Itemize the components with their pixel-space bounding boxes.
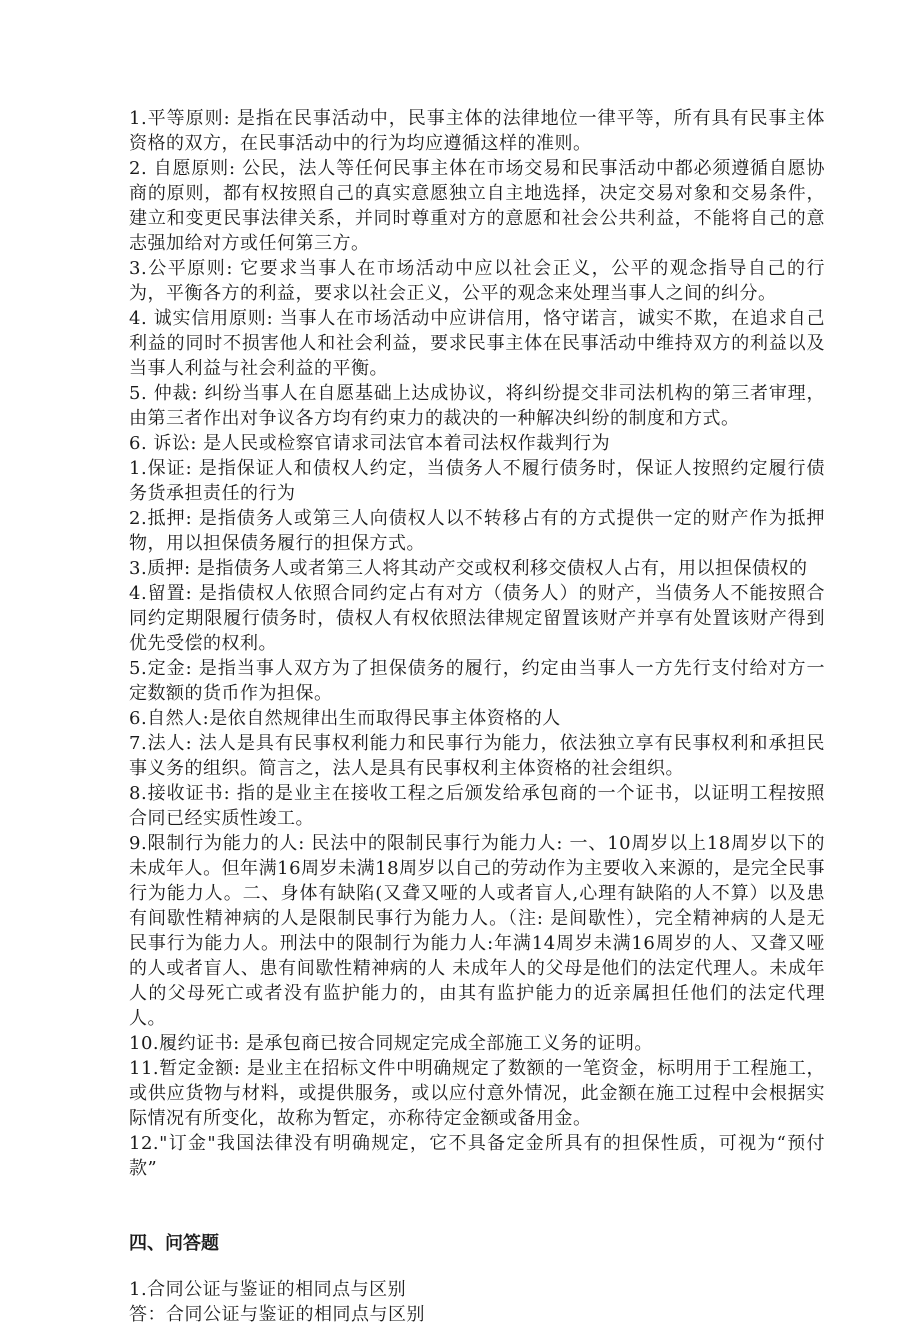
definition-paragraph-deposit: 5.定金: 是指当事人双方为了担保债务的履行，约定由当事人一方先行支付给对方一定数额的货币作为担保。 bbox=[129, 658, 825, 704]
definition-paragraph-pledge: 3.质押: 是指债务人或者第三人将其动产交或权利移交债权人占有，用以担保债权的 bbox=[129, 558, 808, 579]
definition-paragraph-litigation: 6. 诉讼: 是人民或检察官请求司法官本着司法权作裁判行为 bbox=[129, 433, 611, 454]
definition-paragraph-mortgage: 2.抵押: 是指债务人或第三人向债权人以不转移占有的方式提供一定的财产作为抵押物，用以担保债务履行的担保方式。 bbox=[129, 508, 825, 554]
definition-paragraph-limited-capacity-person: 9.限制行为能力的人: 民法中的限制民事行为能力人: 一、10周岁以上18周岁以下的未成年人。但年满16周岁未满18周岁以自己的劳动作为主要收入来源的，是完全民事行为能力人。二、身体有缺陷(又聋又哑的人或者盲人,心理有缺陷的人不算）以及患有间歇性精神病的人是限制民事行为能力人。（注: 是间歇性），完全精神病的人是无民事行为能力人。刑法中的限制行为能力人:年满14周岁未满16周岁的人、又聋又哑的人或者盲人、患有间歇性精神病的人 未成年人的父母是他们的法定代理人。未成年人的父母死亡或者没有监护能力的，由其有监护能力的近亲属担任他们的法定代理人。 bbox=[129, 833, 825, 1029]
definition-paragraph-good-faith-principle: 4. 诚实信用原则: 当事人在市场活动中应讲信用，恪守诺言，诚实不欺，在追求自己利益的同时不损害他人和社会利益，要求民事主体在民事活动中维持双方的利益以及当事人利益与社会利益的平衡。 bbox=[129, 308, 825, 379]
definition-paragraph-legal-person: 7.法人: 法人是具有民事权利能力和民事行为能力，依法独立享有民事权利和承担民事义务的组织。简言之，法人是具有民事权利主体资格的社会组织。 bbox=[129, 733, 825, 779]
section-heading-qa: 四、问答题 bbox=[129, 1233, 219, 1254]
definition-paragraph-fairness-principle: 3.公平原则: 它要求当事人在市场活动中应以社会正义，公平的观念指导自己的行为，平衡各方的利益，要求以社会正义，公平的观念来处理当事人之间的纠分。 bbox=[129, 258, 825, 304]
definition-paragraph-dingjin-advance-payment: 12."订金"我国法律没有明确规定，它不具备定金所具有的担保性质，可视为“预付款” bbox=[129, 1133, 825, 1179]
definition-paragraph-guarantee: 1.保证: 是指保证人和债权人约定，当债务人不履行债务时，保证人按照约定履行债务货承担责任的行为 bbox=[129, 458, 825, 504]
definition-paragraph-taking-over-certificate: 8.接收证书: 指的是业主在接收工程之后颁发给承包商的一个证书，以证明工程按照合同已经实质性竣工。 bbox=[129, 783, 825, 829]
definition-paragraph-arbitration: 5. 仲裁: 纠纷当事人在自愿基础上达成协议，将纠纷提交非司法机构的第三者审理，由第三者作出对争议各方均有约束力的裁决的一种解决纠纷的制度和方式。 bbox=[129, 383, 825, 429]
question-line: 1.合同公证与鉴证的相同点与区别 bbox=[129, 1279, 407, 1300]
definition-paragraph-natural-person: 6.自然人:是依自然规律出生而取得民事主体资格的人 bbox=[129, 708, 561, 729]
document-body bbox=[129, 106, 825, 1327]
definition-paragraph-voluntariness-principle: 2. 自愿原则: 公民，法人等任何民事主体在市场交易和民事活动中都必须遵循自愿协商的原则，都有权按照自己的真实意愿独立自主地选择，决定交易对象和交易条件，建立和变更民事法律关系，并同时尊重对方的意愿和社会公共利益，不能将自己的意志强加给对方或任何第三方。 bbox=[129, 158, 825, 254]
definition-paragraph-lien: 4.留置: 是指债权人依照合同约定占有对方（债务人）的财产，当债务人不能按照合同约定期限履行债务时，债权人有权依照法律规定留置该财产并享有处置该财产得到优先受偿的权利。 bbox=[129, 583, 825, 654]
definition-paragraph-performance-certificate: 10.履约证书: 是承包商已按合同规定完成全部施工义务的证明。 bbox=[129, 1033, 653, 1054]
answer-line: 答：合同公证与鉴证的相同点与区别 bbox=[129, 1304, 425, 1325]
definition-paragraph-equality-principle: 1.平等原则: 是指在民事活动中，民事主体的法律地位一律平等，所有具有民事主体资格的双方，在民事活动中的行为均应遵循这样的准则。 bbox=[129, 108, 825, 154]
definition-paragraph-provisional-sum: 11.暂定金额: 是业主在招标文件中明确规定了数额的一笔资金，标明用于工程施工，或供应货物与材料，或提供服务，或以应付意外情况，此金额在施工过程中会根据实际情况有所变化，故称为暂定，亦称待定金额或备用金。 bbox=[129, 1058, 825, 1129]
